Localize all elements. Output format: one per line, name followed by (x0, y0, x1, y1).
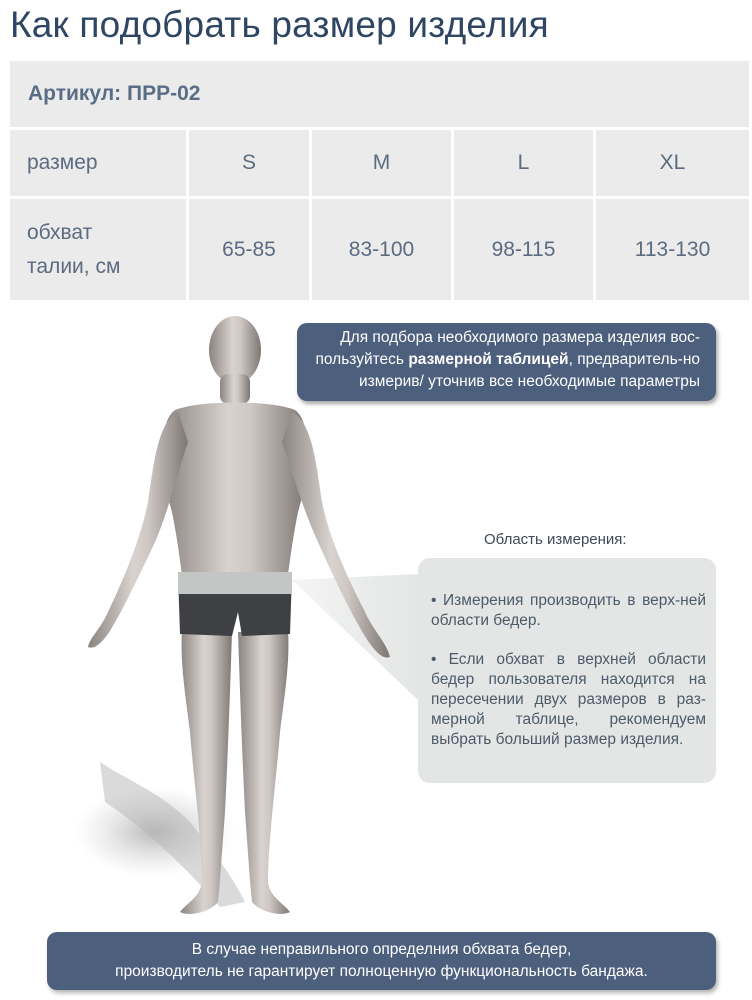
callout-top-highlight: размерной таблицей (408, 351, 569, 368)
shorts-waistband (178, 572, 292, 594)
footer-line-1: В случае неправильного определния обхвата бедер, (191, 941, 572, 958)
callout-top-part1: Для подбора необходимого размера изделия вос-пользуйтесь (315, 329, 700, 368)
table-row-article (10, 61, 749, 130)
table-row-waist (10, 199, 749, 300)
waist-label (10, 199, 186, 300)
callout-size-table-note (297, 323, 716, 401)
waist-label-line2: талии, см (27, 254, 121, 278)
page-title: Как подобрать размер изделия (10, 4, 549, 45)
callout-measurement-instructions (418, 558, 716, 783)
footer-warning (47, 932, 716, 990)
instruction-bullet-1: • Измерения производить в верх-ней области бедер. (431, 592, 706, 629)
instruction-bullet-2: • Если обхват в верхней области бедер пользователя находится на пересечении двух размеров в раз-мерной таблице, рекомендуем выбрать больший размер изделия. (431, 651, 706, 748)
article-cell: Артикул: ПРР-02 (10, 61, 749, 130)
callout-top-part2: , предваритель-но измерив/ уточнив все необходимые параметры (358, 351, 700, 390)
footer-line-2: производитель не гарантирует полноценную функциональность бандажа. (115, 963, 648, 980)
size-table (10, 61, 749, 300)
size-l: L (451, 130, 593, 199)
size-label: размер (10, 130, 186, 199)
body-figure-illustration (60, 312, 440, 937)
measurement-area-label: Область измерения: (484, 531, 627, 548)
table-row-sizes (10, 130, 749, 199)
waist-xl: 113-130 (593, 199, 749, 300)
size-s: S (186, 130, 309, 199)
waist-s: 65-85 (186, 199, 309, 300)
waist-l: 98-115 (451, 199, 593, 300)
size-xl: XL (593, 130, 749, 199)
waist-label-line1: обхват (27, 220, 93, 244)
size-m: M (309, 130, 451, 199)
waist-m: 83-100 (309, 199, 451, 300)
